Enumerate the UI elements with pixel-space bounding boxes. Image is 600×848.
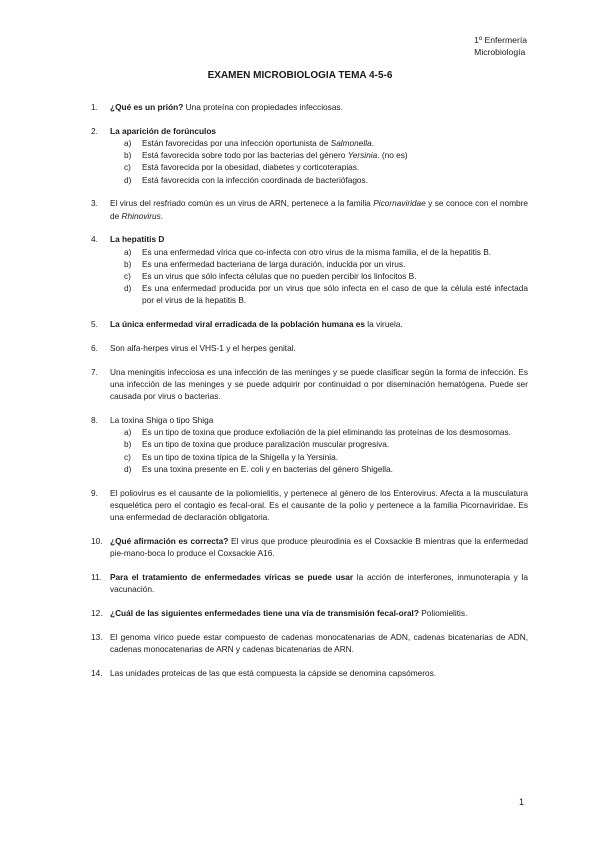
question-7: 7. Una meningitis infecciosa es una infección de las meninges y se puede clasificar según la forma de infección. Es una infección de las meninges y se puede adquirir por continuidad o por diseminación hematógena. Puede ser causada por virus o bacterias. — [91, 366, 528, 402]
question-10: 10. ¿Qué afirmación es correcta? El virus que produce pleurodinia es el Coxsackie B mientras que la enfermedad pie-mano-boca lo produce el Coxsackie A16. — [91, 535, 528, 559]
option-b: b) Está favorecida sobre todo por las bacterias del género Yersinia. (no es) — [124, 150, 408, 161]
question-9: 9. El poliovirus es el causante de la poliomielitis, y pertenece al género de los Enterovirus. Afecta a la musculatura esquelética pero el contagio es fecal-oral. Es el causante de la polio y pertenece a la familia Picornaviridae. Es una enfermedad de declaración obligatoria. — [91, 487, 528, 523]
option-a: a) Es una enfermedad vírica que co-infecta con otro virus de la misma familia, el de la hepatitis B. — [124, 246, 492, 257]
question-13: 13. El genoma vírico puede estar compuesto de cadenas monocatenarias de ADN, cadenas bicatenarias de ADN, cadenas monocatenarias de ARN y cadenas bicatenarias de ARN. — [91, 631, 528, 654]
option-c: c) Está favorecida por la obesidad, diabetes y corticoterapias. — [124, 162, 360, 173]
question-3: 3. El virus del resfriado común es un virus de ARN, pertenece a la familia Picornaviridae y se conoce con el nombre de Rhinovirus. — [91, 198, 528, 221]
question-6: 6. Son alfa-herpes virus el VHS-1 y el herpes genital. — [91, 343, 296, 354]
option-d: d) Es una toxina presente en E. coli y en bacterias del género Shigella. — [124, 463, 393, 474]
question-4: 4. La hepatitis D a) Es una enfermedad vírica que co-infecta con otro virus de la misma familia, el de la hepatitis B. b) Es una enfermedad bacteriana de larga duración, inducida por un virus. c) Es un virus que sólo infecta células que no pueden percibir los linfocitos B. d) Es una enfermedad producida por un virus que sólo infecta en el caso de que la célula esté infectada por el virus de la hepatitis B. — [91, 234, 528, 306]
question-1: 1. ¿Qué es un prión? Una proteína con propiedades infecciosas. — [91, 102, 343, 112]
question-2: 2. La aparición de forúnculos a) Están favorecidas por una infección oportunista de Salmonella. b) Está favorecida sobre todo por las bacterias del género Yersinia. (no es) c) Está favorecida por la obesidad, diabetes y corticoterapias. d) Está favorecida con la infección coordinada de bacteriófagos. — [91, 125, 528, 186]
document-header — [474, 34, 527, 58]
question-14: 14. Las unidades proteicas de las que está compuesta la cápside se denomina capsómeros. — [91, 667, 437, 678]
option-c: c) Es un virus que sólo infecta células que no pueden percibir los linfocitos B. — [124, 271, 417, 282]
question-4-options — [110, 246, 528, 307]
option-c: c) Es un tipo de toxina típica de la Shigella y la Yersinia. — [124, 451, 339, 462]
header-subject: Microbiología — [474, 47, 526, 57]
option-d: d) Es una enfermedad producida por un virus que sólo infecta en el caso de que la célula esté infectada por el virus de la hepatitis B. — [124, 283, 528, 306]
question-list — [91, 101, 528, 690]
option-b: b) Es una enfermedad bacteriana de larga duración, inducida por un virus. — [124, 258, 406, 269]
option-d: d) Está favorecida con la infección coordinada de bacteriófagos. — [124, 174, 369, 185]
question-12: 12. ¿Cuál de las siguientes enfermedades tiene una vía de transmisión fecal-oral? Poliomielitis. — [91, 607, 468, 618]
question-8-options — [110, 426, 528, 475]
question-8: 8. La toxina Shiga o tipo Shiga a) Es un tipo de toxina que produce exfoliación de la piel eliminando las proteínas de los desmosomas. b) Es un tipo de toxina que produce paralización muscular progresiva. c) Es un tipo de toxina típica de la Shigella y la Yersinia. d) Es una toxina presente en E. coli y en bacterias del género Shigella. — [91, 414, 528, 475]
page-number: 1 — [518, 797, 524, 807]
question-5: 5. La única enfermedad viral erradicada de la población humana es la viruela. — [91, 319, 403, 330]
header-course: 1º Enfermería — [474, 35, 527, 45]
question-11: 11. Para el tratamiento de enfermedades víricas se puede usar la acción de interferones, inmunoterapia y la vacunación. — [91, 571, 528, 595]
option-a: a) Están favorecidas por una infección oportunista de Salmonella. — [124, 138, 375, 148]
option-b: b) Es un tipo de toxina que produce paralización muscular progresiva. — [124, 439, 390, 450]
question-2-options — [110, 137, 528, 186]
option-a: a) Es un tipo de toxina que produce exfoliación de la piel eliminando las proteínas de los desmosomas. — [124, 427, 511, 438]
exam-title: EXAMEN MICROBIOLOGIA TEMA 4-5-6 — [207, 70, 393, 81]
